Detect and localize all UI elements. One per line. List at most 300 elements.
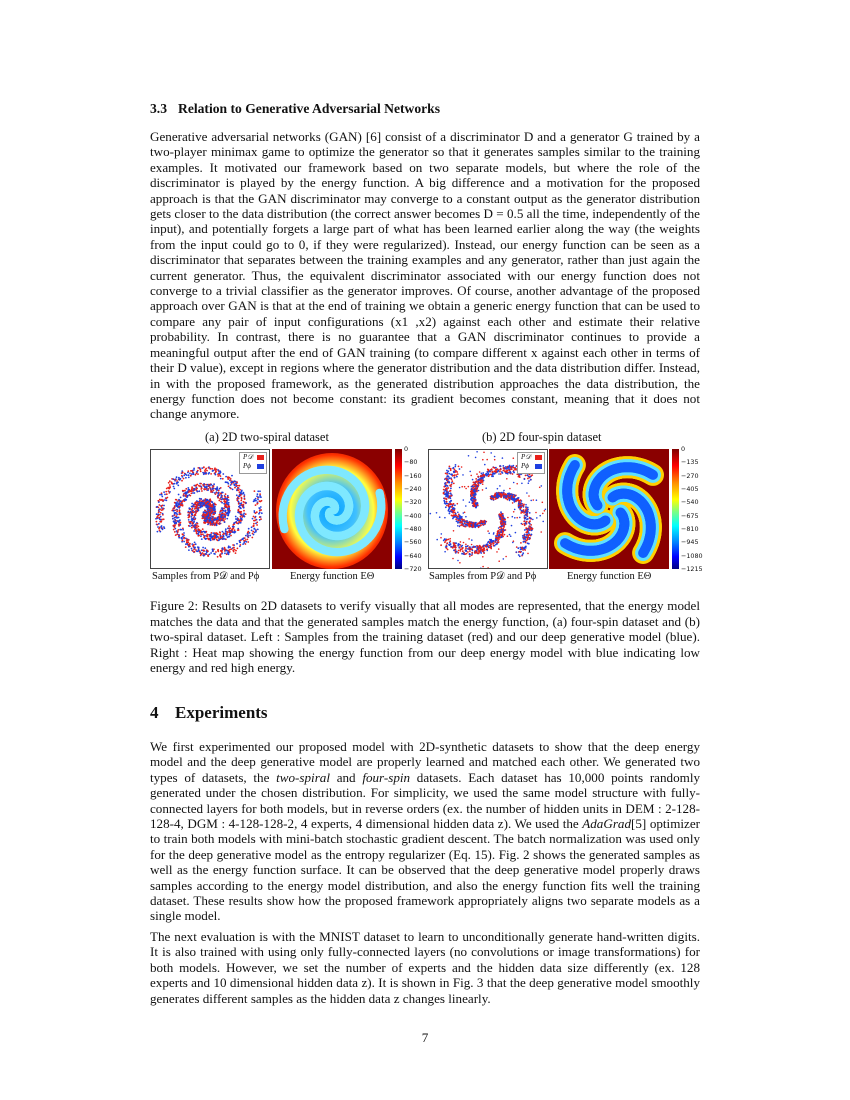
sample-point — [238, 506, 240, 508]
sample-point — [163, 505, 165, 507]
sample-point — [235, 485, 237, 487]
sample-point — [251, 530, 253, 532]
sample-point — [511, 468, 513, 470]
sample-point — [224, 547, 226, 549]
sample-point — [461, 517, 463, 519]
sample-point — [453, 530, 455, 532]
sample-point — [216, 492, 218, 494]
sample-point — [500, 518, 502, 520]
sample-point — [457, 525, 459, 527]
sample-point — [459, 522, 461, 524]
sample-point — [477, 476, 479, 478]
sample-point — [257, 493, 259, 495]
sample-point — [530, 517, 532, 519]
paragraph-gan: Generative adversarial networks (GAN) [6] consist of a discriminator D and a generator G trained by a two-player minimax game to optimize the generator so that it generates samples similar to the training examples. It motivated our framework based on two separate models, but where the role of the discriminator is played by the energy function. A big difference and a motivation for the proposed approach is that the GAN discriminator may converge to a constant output as the generator distribution gets closer to the data distribution (the correct answer becomes D = 0.5 all the time, independently of the input), and potentially forgets a large part of what has been learned earlier along the way (the weights from the input could go to 0, if they were regularized). Instead, our energy function can be seen as a discriminator that separates between the training examples and any generator, rather than just again the current generator. Thus, the equivalent discriminator associated with our energy function does not converge to a trivial classifier as the generator improves. Of course, another advantage of the proposed approach over GAN is that at the end of training we obtain a generic energy function that can be used to compare any pair of input configurations (x1 ,x2) against each other and estimate their relative probability. In contrast, there is no guarantee that a GAN discriminator continues to provide a meaningful output after the end of GAN training (to compare different x against each other in terms of their D value), except in regions where the generator distribution and the data distribution differ. Instead, in with the proposed framework, as the generated distribution approaches the data distribution, the energy function does not become constant: its gradient becomes constant, meaning that it does not change anymore. — [150, 129, 700, 422]
sample-point — [255, 500, 257, 502]
sample-point — [260, 501, 262, 503]
sample-point — [451, 480, 453, 482]
sample-point — [463, 542, 465, 544]
sample-point — [222, 498, 224, 500]
sample-point — [222, 507, 224, 509]
sample-point — [481, 547, 483, 549]
sample-point — [461, 546, 463, 548]
sample-point — [478, 481, 480, 483]
sample-point — [528, 480, 530, 482]
sample-point — [194, 514, 196, 516]
sample-point — [199, 498, 201, 500]
sample-point — [527, 478, 529, 480]
sample-point — [458, 550, 460, 552]
sample-point — [497, 493, 499, 495]
sample-point — [513, 496, 515, 498]
sample-point — [451, 511, 453, 513]
sample-point — [469, 526, 471, 528]
sample-point — [202, 499, 204, 501]
sample-point — [178, 534, 180, 536]
sample-point — [193, 548, 195, 550]
sample-point — [255, 504, 257, 506]
sample-point — [233, 547, 235, 549]
sample-point — [232, 544, 234, 546]
sample-point — [211, 468, 213, 470]
sample-point — [448, 482, 450, 484]
sample-point — [252, 531, 254, 533]
sample-point — [536, 499, 538, 501]
sample-point — [470, 499, 472, 501]
sample-point — [475, 502, 477, 504]
sample-point — [503, 490, 505, 492]
sample-point — [194, 542, 196, 544]
sample-point — [224, 496, 226, 498]
sample-point — [259, 493, 261, 495]
sample-point — [485, 474, 487, 476]
sample-point — [436, 539, 438, 541]
sample-point — [516, 546, 518, 548]
sample-point — [450, 497, 452, 499]
sample-point — [240, 500, 242, 502]
sample-point — [224, 552, 226, 554]
sample-point — [219, 523, 221, 525]
sample-point — [467, 551, 469, 553]
sample-point — [469, 501, 471, 503]
sample-point — [516, 517, 518, 519]
sample-point — [454, 474, 456, 476]
sample-point — [506, 478, 508, 480]
sample-point — [526, 511, 528, 513]
sample-point — [178, 513, 180, 515]
sample-point — [498, 541, 500, 543]
sample-point — [259, 508, 261, 510]
sample-point — [478, 525, 480, 527]
sample-point — [529, 512, 531, 514]
sample-point — [186, 540, 188, 542]
sample-point — [475, 457, 477, 459]
sample-point — [176, 499, 178, 501]
sample-point — [228, 525, 230, 527]
sample-point — [209, 522, 211, 524]
sample-point — [461, 524, 463, 526]
sample-point — [201, 531, 203, 533]
sample-point — [525, 506, 527, 508]
sample-point — [215, 493, 217, 495]
sample-point — [202, 528, 204, 530]
sample-point — [210, 473, 212, 475]
sample-point — [473, 495, 475, 497]
sample-point — [176, 515, 178, 517]
sample-point — [448, 510, 450, 512]
sample-point — [443, 492, 445, 494]
section-heading-3-3 — [150, 101, 440, 117]
sample-point — [245, 539, 247, 541]
sample-point — [530, 526, 532, 528]
sample-point — [474, 506, 476, 508]
sample-point — [483, 552, 485, 554]
sample-point — [520, 551, 522, 553]
sample-point — [525, 522, 527, 524]
sample-point — [455, 513, 457, 515]
sample-point — [541, 485, 543, 487]
sample-point — [192, 550, 194, 552]
sample-point — [224, 515, 226, 517]
sample-point — [249, 535, 251, 537]
sample-point — [214, 535, 216, 537]
sample-point — [513, 511, 515, 513]
sample-point — [221, 513, 223, 515]
sample-point — [478, 490, 480, 492]
sample-point — [236, 481, 238, 483]
sample-point — [183, 541, 185, 543]
sample-point — [241, 491, 243, 493]
sample-point — [503, 526, 505, 528]
sample-point — [195, 527, 197, 529]
sample-point — [519, 517, 521, 519]
sample-point — [173, 525, 175, 527]
colorbar-tick-label: −160 — [404, 471, 422, 480]
sample-point — [183, 478, 185, 480]
sample-point — [479, 545, 481, 547]
sample-point — [234, 487, 236, 489]
sample-point — [509, 488, 511, 490]
sample-point — [451, 495, 453, 497]
subcaption-b: (b) 2D four-spin dataset — [482, 430, 602, 444]
sample-point — [496, 498, 498, 500]
sample-point — [503, 522, 505, 524]
sample-point — [217, 536, 219, 538]
sample-point — [189, 525, 191, 527]
sample-point — [243, 501, 245, 503]
sample-point — [511, 496, 513, 498]
sample-point — [181, 502, 183, 504]
sample-point — [503, 492, 505, 494]
sample-point — [490, 548, 492, 550]
sample-point — [544, 510, 546, 512]
sample-point — [254, 490, 256, 492]
sample-point — [485, 487, 487, 489]
sample-point — [175, 534, 177, 536]
sample-point — [203, 537, 205, 539]
sample-point — [465, 488, 467, 490]
sample-point — [188, 516, 190, 518]
sample-point — [502, 513, 504, 515]
sample-point — [526, 519, 528, 521]
sample-point — [445, 478, 447, 480]
sample-point — [471, 552, 473, 554]
sample-point — [237, 529, 239, 531]
sample-point — [192, 506, 194, 508]
sample-point — [542, 521, 544, 523]
sample-point — [228, 506, 230, 508]
sample-point — [254, 517, 256, 519]
sample-point — [226, 506, 228, 508]
sample-point — [207, 502, 209, 504]
sample-point — [240, 522, 242, 524]
sample-point — [449, 538, 451, 540]
sample-point — [243, 510, 245, 512]
sample-point — [191, 527, 193, 529]
sample-point — [494, 545, 496, 547]
sample-point — [519, 476, 521, 478]
sample-point — [185, 477, 187, 479]
sample-point — [484, 464, 486, 466]
sample-point — [178, 494, 180, 496]
sample-point — [208, 473, 210, 475]
sample-point — [255, 523, 257, 525]
sample-point — [201, 467, 203, 469]
sample-point — [208, 467, 210, 469]
sample-point — [173, 510, 175, 512]
sample-point — [499, 485, 501, 487]
sample-point — [446, 482, 448, 484]
sample-point — [450, 488, 452, 490]
sample-point — [194, 524, 196, 526]
sample-point — [228, 553, 230, 555]
sample-point — [459, 546, 461, 548]
sample-point — [446, 501, 448, 503]
sample-point — [520, 505, 522, 507]
sample-point — [176, 517, 178, 519]
sample-point — [193, 544, 195, 546]
sample-point — [158, 501, 160, 503]
sample-point — [236, 522, 238, 524]
sample-point — [188, 519, 190, 521]
sample-point — [469, 556, 471, 558]
sample-point — [175, 522, 177, 524]
sample-point — [204, 487, 206, 489]
sample-point — [255, 529, 257, 531]
sample-point — [182, 476, 184, 478]
sample-point — [206, 499, 208, 501]
sample-point — [245, 541, 247, 543]
sample-point — [176, 511, 178, 513]
sample-point — [203, 466, 205, 468]
sample-point — [458, 466, 460, 468]
sample-point — [532, 519, 534, 521]
sample-point — [209, 487, 211, 489]
sample-point — [540, 531, 542, 533]
sample-point — [217, 556, 219, 558]
sample-point — [237, 518, 239, 520]
sample-point — [190, 492, 192, 494]
sample-point — [165, 497, 167, 499]
sample-point — [526, 539, 528, 541]
sample-point — [524, 534, 526, 536]
sample-point — [253, 523, 255, 525]
sample-point — [178, 478, 180, 480]
sample-point — [158, 507, 160, 509]
sample-point — [515, 532, 517, 534]
sample-point — [465, 549, 467, 551]
sample-point — [217, 534, 219, 536]
legend-swatch-red — [257, 455, 264, 460]
sample-point — [227, 515, 229, 517]
sample-point — [192, 510, 194, 512]
text-run: [5] optimizer to train both models with mini-batch stochastic gradient descent. The batch normalization was used only for the deep generative model as the entropy regularizer (Eq. 15). Fig. 2 shows the generated samples as well as the energy function surface. It can be observed that the deep generative model properly draws samples according to the energy model distribution, and also the energy function fits well the training dataset. These results show how the proposed framework appropriately aligns two separate models as a single model. — [150, 816, 700, 924]
sample-point — [476, 489, 478, 491]
sample-point — [501, 536, 503, 538]
sample-point — [430, 513, 432, 515]
sample-point — [217, 549, 219, 551]
sample-point — [501, 471, 503, 473]
sample-point — [234, 480, 236, 482]
sample-point — [454, 477, 456, 479]
sample-point — [207, 501, 209, 503]
sample-point — [511, 525, 513, 527]
sample-point — [194, 502, 196, 504]
sample-point — [456, 476, 458, 478]
sample-point — [459, 468, 461, 470]
sample-point — [213, 490, 215, 492]
sample-point — [223, 520, 225, 522]
sample-point — [510, 472, 512, 474]
sample-point — [223, 508, 225, 510]
sample-point — [503, 558, 505, 560]
sample-point — [493, 533, 495, 535]
sample-point — [459, 526, 461, 528]
sample-point — [260, 506, 262, 508]
sample-point — [181, 480, 183, 482]
sample-point — [172, 483, 174, 485]
sample-point — [188, 514, 190, 516]
sample-point — [457, 473, 459, 475]
sample-point — [489, 539, 491, 541]
sample-point — [457, 552, 459, 554]
sample-point — [464, 486, 466, 488]
sample-point — [191, 509, 193, 511]
sample-point — [199, 551, 201, 553]
sample-point — [227, 495, 229, 497]
emphasis-four-spin: four-spin — [362, 769, 411, 785]
sample-point — [244, 498, 246, 500]
sample-point — [471, 494, 473, 496]
sample-point — [190, 475, 192, 477]
sample-point — [441, 533, 443, 535]
sample-point — [243, 513, 245, 515]
sample-point — [477, 549, 479, 551]
sample-point — [253, 534, 255, 536]
sample-point — [200, 555, 202, 557]
sample-point — [198, 531, 200, 533]
sample-point — [453, 549, 455, 551]
sample-point — [191, 514, 193, 516]
sample-point — [454, 504, 456, 506]
sample-point — [238, 521, 240, 523]
sample-point — [500, 531, 502, 533]
sample-point — [232, 526, 234, 528]
sample-point — [239, 507, 241, 509]
sample-point — [475, 478, 477, 480]
sample-point — [446, 539, 448, 541]
section-title: Experiments — [175, 703, 268, 722]
sample-point — [449, 490, 451, 492]
sample-point — [188, 507, 190, 509]
sample-point — [465, 546, 467, 548]
sample-point — [227, 477, 229, 479]
colorbar-tick-label: −400 — [404, 511, 422, 520]
sample-point — [203, 553, 205, 555]
sample-point — [221, 495, 223, 497]
sample-point — [452, 547, 454, 549]
sample-point — [280, 525, 288, 533]
sample-point — [461, 519, 463, 521]
sample-point — [495, 537, 497, 539]
sample-point — [197, 503, 199, 505]
sample-point — [513, 467, 515, 469]
sample-point — [449, 513, 451, 515]
sample-point — [156, 513, 158, 515]
sample-point — [519, 508, 521, 510]
sample-point — [444, 502, 446, 504]
sample-point — [255, 531, 257, 533]
sample-point — [455, 474, 457, 476]
sample-point — [210, 468, 212, 470]
figure-caption: Figure 2: Results on 2D datasets to verify visually that all modes are represented, that the energy model matches the data and that the generated samples match the energy function, (a) four-spin dataset and (b) two-spiral dataset. Left : Samples from the training dataset (red) and our deep generative model (blue). Right : Heat map showing the energy function from our deep energy model with blue indicating low energy and red high energy. — [150, 598, 700, 676]
colorbar-tick-label: 0 — [404, 445, 409, 453]
sample-point — [529, 520, 531, 522]
sample-point — [521, 547, 523, 549]
sample-point — [476, 545, 478, 547]
sample-point — [446, 505, 448, 507]
sample-point — [191, 503, 193, 505]
legend-item-data — [240, 453, 266, 462]
sample-point — [164, 499, 166, 501]
colorbar-tick-label: −480 — [404, 525, 422, 533]
sample-point — [471, 488, 473, 490]
sample-point — [198, 548, 200, 550]
sample-point — [211, 532, 213, 534]
sample-point — [252, 518, 254, 520]
sample-point — [209, 508, 211, 510]
sample-point — [516, 483, 518, 485]
sample-point — [229, 527, 231, 529]
sample-point — [247, 541, 249, 543]
sample-point — [452, 558, 454, 560]
sample-point — [221, 492, 223, 494]
sample-point — [459, 487, 461, 489]
sample-point — [221, 519, 223, 521]
sample-point — [509, 497, 511, 499]
sample-point — [204, 522, 206, 524]
sample-point — [491, 468, 493, 470]
sample-point — [207, 508, 209, 510]
sample-point — [208, 484, 210, 486]
sample-point — [495, 471, 497, 473]
sample-point — [499, 471, 501, 473]
sample-point — [503, 519, 505, 521]
sample-point — [219, 532, 221, 534]
sample-point — [528, 495, 530, 497]
sample-point — [235, 518, 237, 520]
colorbar-tick-label: −320 — [404, 498, 422, 507]
